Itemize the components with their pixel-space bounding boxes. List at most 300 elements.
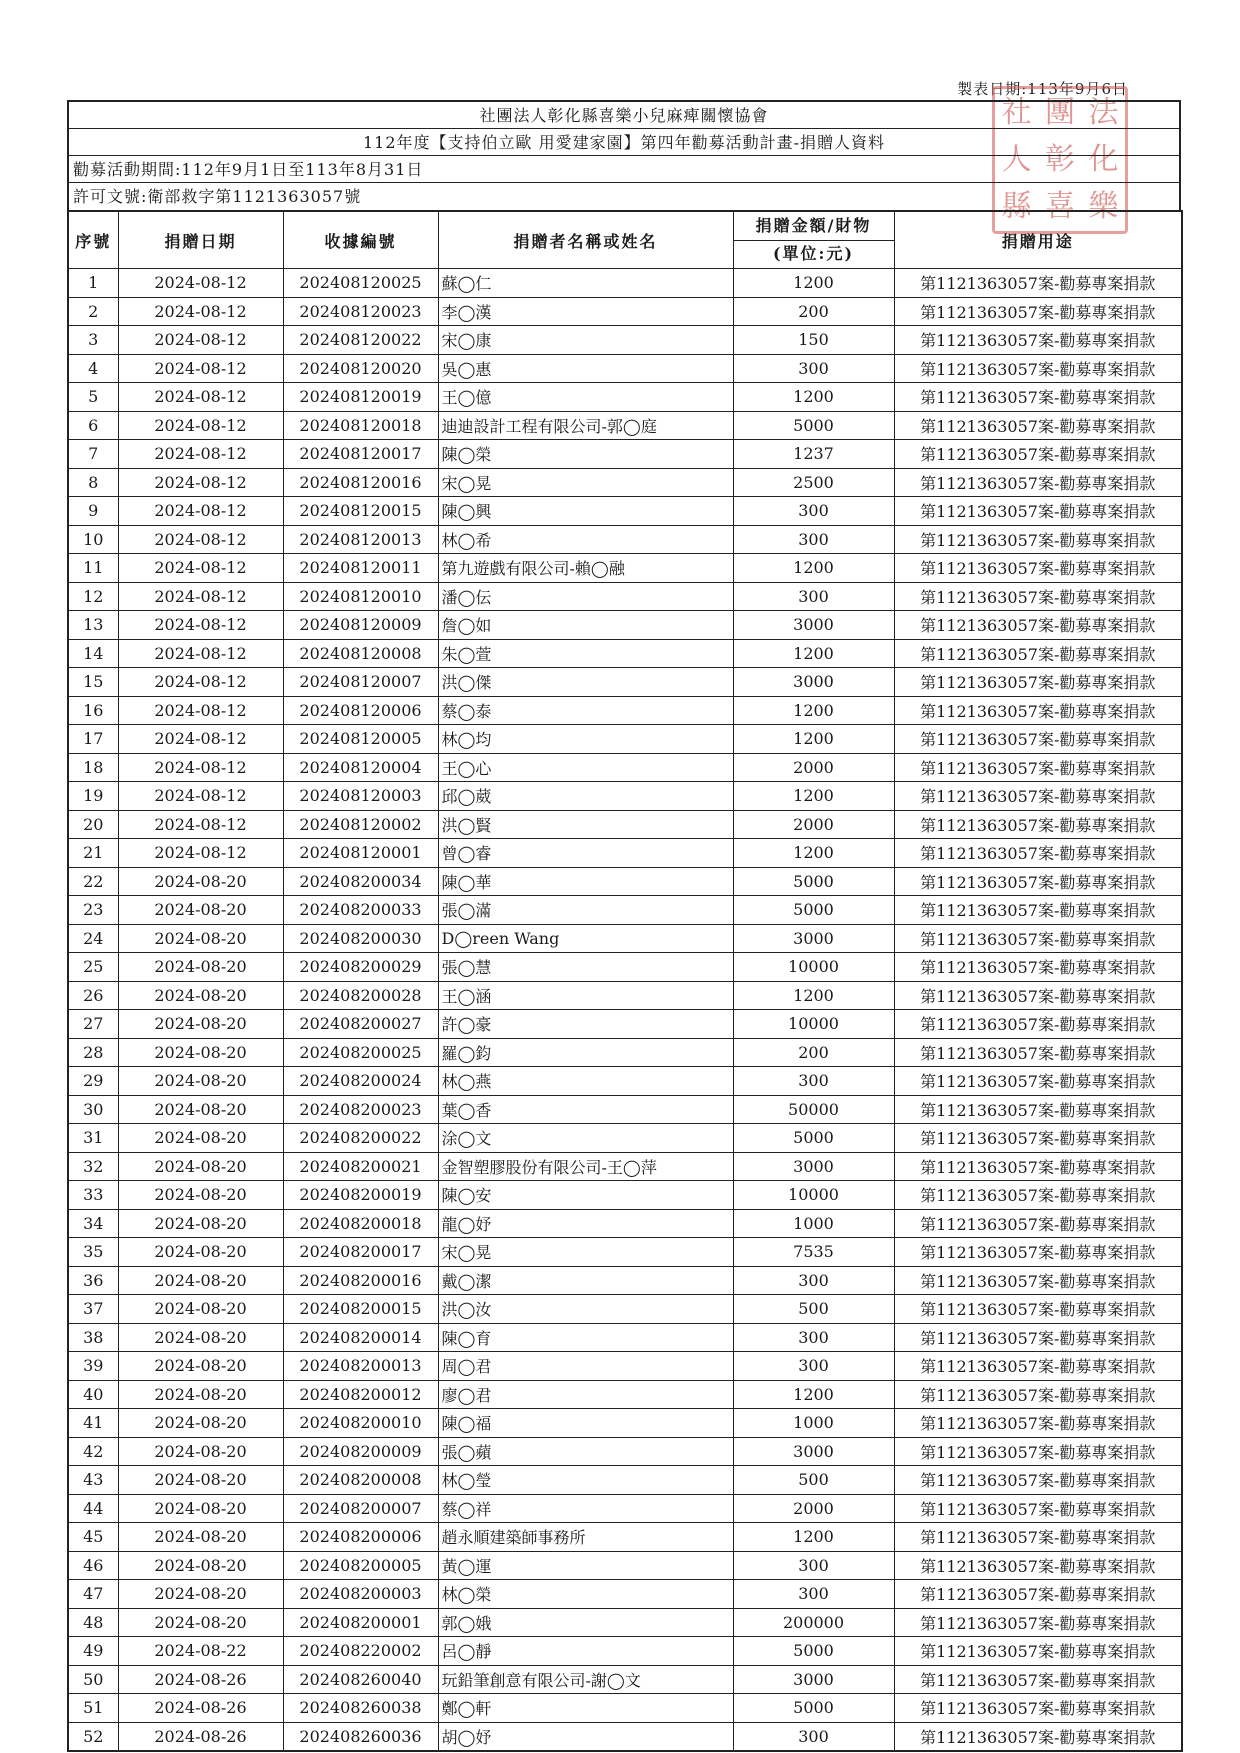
seal-char: 喜 [1044, 189, 1075, 225]
row-amount: 10000 [733, 1010, 894, 1039]
seal-char: 彰 [1044, 141, 1075, 177]
row-receipt: 202408200017 [283, 1238, 438, 1267]
row-seq: 29 [68, 1067, 118, 1096]
permit-number: 許可文號:衛部救字第1121363057號 [73, 187, 362, 206]
row-seq: 2 [68, 297, 118, 326]
row-amount: 1200 [733, 269, 894, 298]
table-row [68, 810, 1182, 839]
row-date: 2024-08-12 [118, 297, 283, 326]
table-row [68, 1124, 1182, 1153]
row-purpose: 第1121363057案-勸募專案捐款 [894, 810, 1182, 839]
row-donor: 玩鉛筆創意有限公司-謝◯文 [438, 1665, 733, 1694]
row-date: 2024-08-20 [118, 1323, 283, 1352]
row-seq: 21 [68, 839, 118, 868]
row-receipt: 202408200014 [283, 1323, 438, 1352]
row-seq: 19 [68, 782, 118, 811]
row-amount: 300 [733, 1323, 894, 1352]
organization-name: 社團法人彰化縣喜樂小兒麻痺關懷協會 [69, 102, 1179, 129]
row-receipt: 202408200008 [283, 1466, 438, 1495]
row-date: 2024-08-20 [118, 1352, 283, 1381]
row-receipt: 202408200025 [283, 1038, 438, 1067]
row-donor: 陳◯安 [438, 1181, 733, 1210]
row-amount: 1200 [733, 725, 894, 754]
row-date: 2024-08-20 [118, 1466, 283, 1495]
table-row [68, 1608, 1182, 1637]
row-donor: 王◯涵 [438, 981, 733, 1010]
row-amount: 5000 [733, 411, 894, 440]
row-receipt: 202408260036 [283, 1722, 438, 1751]
header-date: 捐贈日期 [118, 211, 283, 269]
row-purpose: 第1121363057案-勸募專案捐款 [894, 696, 1182, 725]
table-row [68, 1437, 1182, 1466]
row-purpose: 第1121363057案-勸募專案捐款 [894, 1124, 1182, 1153]
row-seq: 38 [68, 1323, 118, 1352]
row-donor: 朱◯萱 [438, 639, 733, 668]
row-receipt: 202408200010 [283, 1409, 438, 1438]
header-purpose: 捐贈用途 [894, 211, 1182, 269]
table-row [68, 269, 1182, 298]
row-donor: 第九遊戲有限公司-賴◯融 [438, 554, 733, 583]
row-seq: 28 [68, 1038, 118, 1067]
row-donor: 羅◯鈞 [438, 1038, 733, 1067]
row-purpose: 第1121363057案-勸募專案捐款 [894, 582, 1182, 611]
row-receipt: 202408200003 [283, 1580, 438, 1609]
row-purpose: 第1121363057案-勸募專案捐款 [894, 753, 1182, 782]
row-seq: 1 [68, 269, 118, 298]
row-amount: 300 [733, 525, 894, 554]
row-purpose: 第1121363057案-勸募專案捐款 [894, 1409, 1182, 1438]
row-seq: 5 [68, 383, 118, 412]
row-seq: 26 [68, 981, 118, 1010]
row-donor: 蔡◯泰 [438, 696, 733, 725]
row-date: 2024-08-20 [118, 1038, 283, 1067]
row-receipt: 202408200033 [283, 896, 438, 925]
row-amount: 1200 [733, 1523, 894, 1552]
row-date: 2024-08-20 [118, 867, 283, 896]
table-row [68, 383, 1182, 412]
row-receipt: 202408260040 [283, 1665, 438, 1694]
row-receipt: 202408120025 [283, 269, 438, 298]
row-receipt: 202408120016 [283, 468, 438, 497]
row-receipt: 202408200030 [283, 924, 438, 953]
row-date: 2024-08-12 [118, 326, 283, 355]
table-row [68, 725, 1182, 754]
seal-char: 縣 [1001, 189, 1032, 225]
row-seq: 6 [68, 411, 118, 440]
table-row [68, 1152, 1182, 1181]
donor-table [67, 210, 1183, 1752]
row-donor: 林◯均 [438, 725, 733, 754]
table-row [68, 639, 1182, 668]
row-receipt: 202408200005 [283, 1551, 438, 1580]
table-row [68, 1409, 1182, 1438]
row-date: 2024-08-20 [118, 1608, 283, 1637]
row-donor: 陳◯興 [438, 497, 733, 526]
row-date: 2024-08-12 [118, 639, 283, 668]
table-row [68, 497, 1182, 526]
row-amount: 5000 [733, 1637, 894, 1666]
row-seq: 16 [68, 696, 118, 725]
row-seq: 22 [68, 867, 118, 896]
table-row [68, 1580, 1182, 1609]
row-seq: 14 [68, 639, 118, 668]
row-purpose: 第1121363057案-勸募專案捐款 [894, 611, 1182, 640]
table-row [68, 1181, 1182, 1210]
row-seq: 51 [68, 1694, 118, 1723]
row-receipt: 202408200006 [283, 1523, 438, 1552]
table-row [68, 782, 1182, 811]
row-purpose: 第1121363057案-勸募專案捐款 [894, 297, 1182, 326]
table-row [68, 1523, 1182, 1552]
row-receipt: 202408200034 [283, 867, 438, 896]
row-date: 2024-08-20 [118, 1209, 283, 1238]
row-seq: 35 [68, 1238, 118, 1267]
row-date: 2024-08-20 [118, 1523, 283, 1552]
made-date: 製表日期:113年9月6日 [957, 80, 1128, 98]
row-seq: 8 [68, 468, 118, 497]
sheet-header [67, 94, 1181, 210]
row-purpose: 第1121363057案-勸募專案捐款 [894, 269, 1182, 298]
row-purpose: 第1121363057案-勸募專案捐款 [894, 1038, 1182, 1067]
seal-char: 人 [1001, 141, 1032, 177]
table-row [68, 1722, 1182, 1751]
row-purpose: 第1121363057案-勸募專案捐款 [894, 1323, 1182, 1352]
row-purpose: 第1121363057案-勸募專案捐款 [894, 725, 1182, 754]
row-date: 2024-08-20 [118, 1551, 283, 1580]
row-amount: 300 [733, 1266, 894, 1295]
row-donor: 詹◯如 [438, 611, 733, 640]
row-receipt: 202408120011 [283, 554, 438, 583]
row-receipt: 202408200029 [283, 953, 438, 982]
table-row [68, 896, 1182, 925]
row-donor: 陳◯華 [438, 867, 733, 896]
table-row [68, 354, 1182, 383]
row-date: 2024-08-20 [118, 981, 283, 1010]
row-donor: 迪迪設計工程有限公司-郭◯庭 [438, 411, 733, 440]
row-purpose: 第1121363057案-勸募專案捐款 [894, 554, 1182, 583]
row-receipt: 202408120018 [283, 411, 438, 440]
row-amount: 3000 [733, 668, 894, 697]
row-donor: 周◯君 [438, 1352, 733, 1381]
row-amount: 150 [733, 326, 894, 355]
row-date: 2024-08-12 [118, 497, 283, 526]
row-date: 2024-08-12 [118, 810, 283, 839]
row-amount: 1200 [733, 554, 894, 583]
seal-char: 化 [1088, 141, 1119, 177]
row-amount: 2000 [733, 1494, 894, 1523]
row-donor: 戴◯潔 [438, 1266, 733, 1295]
row-amount: 1000 [733, 1209, 894, 1238]
row-purpose: 第1121363057案-勸募專案捐款 [894, 1152, 1182, 1181]
row-date: 2024-08-12 [118, 354, 283, 383]
row-amount: 7535 [733, 1238, 894, 1267]
row-donor: 潘◯伝 [438, 582, 733, 611]
row-amount: 1200 [733, 782, 894, 811]
row-date: 2024-08-26 [118, 1722, 283, 1751]
row-seq: 12 [68, 582, 118, 611]
row-date: 2024-08-20 [118, 1181, 283, 1210]
row-donor: 邱◯葳 [438, 782, 733, 811]
row-amount: 3000 [733, 611, 894, 640]
row-donor: 宋◯康 [438, 326, 733, 355]
row-date: 2024-08-20 [118, 1409, 283, 1438]
row-seq: 50 [68, 1665, 118, 1694]
row-donor: 陳◯榮 [438, 440, 733, 469]
row-seq: 48 [68, 1608, 118, 1637]
row-donor: 葉◯香 [438, 1095, 733, 1124]
row-receipt: 202408200001 [283, 1608, 438, 1637]
row-donor: 王◯億 [438, 383, 733, 412]
row-date: 2024-08-12 [118, 611, 283, 640]
row-receipt: 202408120013 [283, 525, 438, 554]
row-donor: 黃◯運 [438, 1551, 733, 1580]
donor-sheet [67, 94, 1181, 1747]
row-date: 2024-08-20 [118, 1380, 283, 1409]
row-amount: 3000 [733, 1437, 894, 1466]
row-date: 2024-08-20 [118, 896, 283, 925]
row-donor: 王◯心 [438, 753, 733, 782]
table-row [68, 1295, 1182, 1324]
row-purpose: 第1121363057案-勸募專案捐款 [894, 668, 1182, 697]
row-date: 2024-08-20 [118, 953, 283, 982]
row-purpose: 第1121363057案-勸募專案捐款 [894, 525, 1182, 554]
row-purpose: 第1121363057案-勸募專案捐款 [894, 839, 1182, 868]
row-date: 2024-08-20 [118, 1010, 283, 1039]
row-seq: 23 [68, 896, 118, 925]
table-row [68, 554, 1182, 583]
row-amount: 500 [733, 1466, 894, 1495]
seal-char: 樂 [1088, 189, 1119, 225]
row-seq: 24 [68, 924, 118, 953]
row-amount: 300 [733, 1722, 894, 1751]
row-receipt: 202408120004 [283, 753, 438, 782]
table-row [68, 1266, 1182, 1295]
row-donor: 林◯榮 [438, 1580, 733, 1609]
table-row [68, 753, 1182, 782]
row-amount: 200000 [733, 1608, 894, 1637]
row-amount: 3000 [733, 1665, 894, 1694]
table-row [68, 696, 1182, 725]
row-date: 2024-08-20 [118, 1067, 283, 1096]
row-receipt: 202408200028 [283, 981, 438, 1010]
row-receipt: 202408120019 [283, 383, 438, 412]
row-amount: 1200 [733, 1380, 894, 1409]
row-date: 2024-08-20 [118, 924, 283, 953]
row-seq: 32 [68, 1152, 118, 1181]
row-donor: 宋◯晃 [438, 1238, 733, 1267]
row-receipt: 202408200013 [283, 1352, 438, 1381]
table-row [68, 1352, 1182, 1381]
row-seq: 11 [68, 554, 118, 583]
row-date: 2024-08-12 [118, 753, 283, 782]
row-donor: 李◯漢 [438, 297, 733, 326]
row-amount: 5000 [733, 1694, 894, 1723]
row-amount: 2500 [733, 468, 894, 497]
row-date: 2024-08-20 [118, 1095, 283, 1124]
row-seq: 45 [68, 1523, 118, 1552]
row-date: 2024-08-20 [118, 1494, 283, 1523]
row-purpose: 第1121363057案-勸募專案捐款 [894, 1238, 1182, 1267]
row-amount: 300 [733, 1551, 894, 1580]
row-receipt: 202408120015 [283, 497, 438, 526]
row-seq: 13 [68, 611, 118, 640]
row-amount: 200 [733, 1038, 894, 1067]
row-receipt: 202408200019 [283, 1181, 438, 1210]
row-amount: 1000 [733, 1409, 894, 1438]
plan-title: 112年度【支持伯立歐 用愛建家園】第四年勸募活動計畫-捐贈人資料 [69, 129, 1179, 156]
row-donor: 呂◯靜 [438, 1637, 733, 1666]
table-row [68, 1038, 1182, 1067]
row-date: 2024-08-12 [118, 468, 283, 497]
row-amount: 10000 [733, 1181, 894, 1210]
row-amount: 300 [733, 1067, 894, 1096]
row-purpose: 第1121363057案-勸募專案捐款 [894, 1466, 1182, 1495]
row-amount: 300 [733, 582, 894, 611]
seal-char: 團 [1044, 94, 1075, 130]
row-date: 2024-08-20 [118, 1580, 283, 1609]
header-receipt: 收據編號 [283, 211, 438, 269]
row-date: 2024-08-26 [118, 1665, 283, 1694]
row-seq: 49 [68, 1637, 118, 1666]
row-donor: 林◯瑩 [438, 1466, 733, 1495]
row-amount: 3000 [733, 1152, 894, 1181]
row-donor: 張◯滿 [438, 896, 733, 925]
row-receipt: 202408120017 [283, 440, 438, 469]
row-date: 2024-08-20 [118, 1238, 283, 1267]
row-purpose: 第1121363057案-勸募專案捐款 [894, 1352, 1182, 1381]
row-purpose: 第1121363057案-勸募專案捐款 [894, 1209, 1182, 1238]
row-purpose: 第1121363057案-勸募專案捐款 [894, 1694, 1182, 1723]
table-row [68, 525, 1182, 554]
seal-char: 社 [1001, 94, 1032, 130]
table-row [68, 924, 1182, 953]
row-seq: 9 [68, 497, 118, 526]
table-row [68, 668, 1182, 697]
row-receipt: 202408200027 [283, 1010, 438, 1039]
row-date: 2024-08-26 [118, 1694, 283, 1723]
row-date: 2024-08-20 [118, 1437, 283, 1466]
row-amount: 1200 [733, 839, 894, 868]
row-purpose: 第1121363057案-勸募專案捐款 [894, 1523, 1182, 1552]
row-purpose: 第1121363057案-勸募專案捐款 [894, 981, 1182, 1010]
row-purpose: 第1121363057案-勸募專案捐款 [894, 468, 1182, 497]
row-purpose: 第1121363057案-勸募專案捐款 [894, 326, 1182, 355]
row-donor: 趙永順建築師事務所 [438, 1523, 733, 1552]
row-seq: 25 [68, 953, 118, 982]
row-purpose: 第1121363057案-勸募專案捐款 [894, 1637, 1182, 1666]
row-donor: 張◯蘋 [438, 1437, 733, 1466]
row-date: 2024-08-20 [118, 1152, 283, 1181]
row-receipt: 202408120020 [283, 354, 438, 383]
row-seq: 37 [68, 1295, 118, 1324]
row-receipt: 202408200012 [283, 1380, 438, 1409]
row-receipt: 202408200016 [283, 1266, 438, 1295]
row-seq: 34 [68, 1209, 118, 1238]
row-receipt: 202408120008 [283, 639, 438, 668]
row-seq: 46 [68, 1551, 118, 1580]
row-purpose: 第1121363057案-勸募專案捐款 [894, 1181, 1182, 1210]
row-amount: 300 [733, 1580, 894, 1609]
row-seq: 41 [68, 1409, 118, 1438]
row-receipt: 202408200018 [283, 1209, 438, 1238]
row-seq: 27 [68, 1010, 118, 1039]
row-donor: 林◯燕 [438, 1067, 733, 1096]
row-purpose: 第1121363057案-勸募專案捐款 [894, 411, 1182, 440]
row-seq: 52 [68, 1722, 118, 1751]
row-purpose: 第1121363057案-勸募專案捐款 [894, 1580, 1182, 1609]
row-purpose: 第1121363057案-勸募專案捐款 [894, 1266, 1182, 1295]
row-receipt: 202408120001 [283, 839, 438, 868]
row-donor: 張◯慧 [438, 953, 733, 982]
row-purpose: 第1121363057案-勸募專案捐款 [894, 953, 1182, 982]
row-receipt: 202408200023 [283, 1095, 438, 1124]
row-donor: 涂◯文 [438, 1124, 733, 1153]
row-receipt: 202408200024 [283, 1067, 438, 1096]
row-date: 2024-08-12 [118, 383, 283, 412]
row-amount: 300 [733, 354, 894, 383]
row-donor: 胡◯妤 [438, 1722, 733, 1751]
row-donor: 郭◯娥 [438, 1608, 733, 1637]
table-row [68, 1067, 1182, 1096]
row-donor: 廖◯君 [438, 1380, 733, 1409]
row-date: 2024-08-22 [118, 1637, 283, 1666]
row-seq: 36 [68, 1266, 118, 1295]
row-donor: 許◯豪 [438, 1010, 733, 1039]
table-row [68, 1010, 1182, 1039]
row-date: 2024-08-12 [118, 554, 283, 583]
table-row [68, 1637, 1182, 1666]
row-amount: 200 [733, 297, 894, 326]
row-purpose: 第1121363057案-勸募專案捐款 [894, 354, 1182, 383]
row-donor: 陳◯育 [438, 1323, 733, 1352]
row-receipt: 202408200009 [283, 1437, 438, 1466]
table-row [68, 1238, 1182, 1267]
row-amount: 5000 [733, 896, 894, 925]
row-purpose: 第1121363057案-勸募專案捐款 [894, 639, 1182, 668]
campaign-period: 勸募活動期間:112年9月1日至113年8月31日 [69, 156, 1179, 183]
row-purpose: 第1121363057案-勸募專案捐款 [894, 1494, 1182, 1523]
row-date: 2024-08-12 [118, 782, 283, 811]
row-date: 2024-08-20 [118, 1295, 283, 1324]
row-purpose: 第1121363057案-勸募專案捐款 [894, 1295, 1182, 1324]
header-amount: 捐贈金額/財物 [733, 211, 894, 240]
row-date: 2024-08-12 [118, 411, 283, 440]
row-amount: 1200 [733, 696, 894, 725]
row-seq: 7 [68, 440, 118, 469]
row-purpose: 第1121363057案-勸募專案捐款 [894, 924, 1182, 953]
row-donor: 龍◯妤 [438, 1209, 733, 1238]
row-donor: 蔡◯祥 [438, 1494, 733, 1523]
row-amount: 5000 [733, 867, 894, 896]
row-seq: 42 [68, 1437, 118, 1466]
row-seq: 20 [68, 810, 118, 839]
row-receipt: 202408120022 [283, 326, 438, 355]
row-purpose: 第1121363057案-勸募專案捐款 [894, 383, 1182, 412]
row-donor: 林◯希 [438, 525, 733, 554]
row-donor: 蘇◯仁 [438, 269, 733, 298]
row-donor: 鄭◯軒 [438, 1694, 733, 1723]
row-amount: 500 [733, 1295, 894, 1324]
row-receipt: 202408120006 [283, 696, 438, 725]
table-row [68, 440, 1182, 469]
row-seq: 39 [68, 1352, 118, 1381]
row-seq: 15 [68, 668, 118, 697]
row-donor: 洪◯傑 [438, 668, 733, 697]
row-purpose: 第1121363057案-勸募專案捐款 [894, 440, 1182, 469]
row-receipt: 202408120003 [283, 782, 438, 811]
table-row [68, 953, 1182, 982]
table-row [68, 1209, 1182, 1238]
